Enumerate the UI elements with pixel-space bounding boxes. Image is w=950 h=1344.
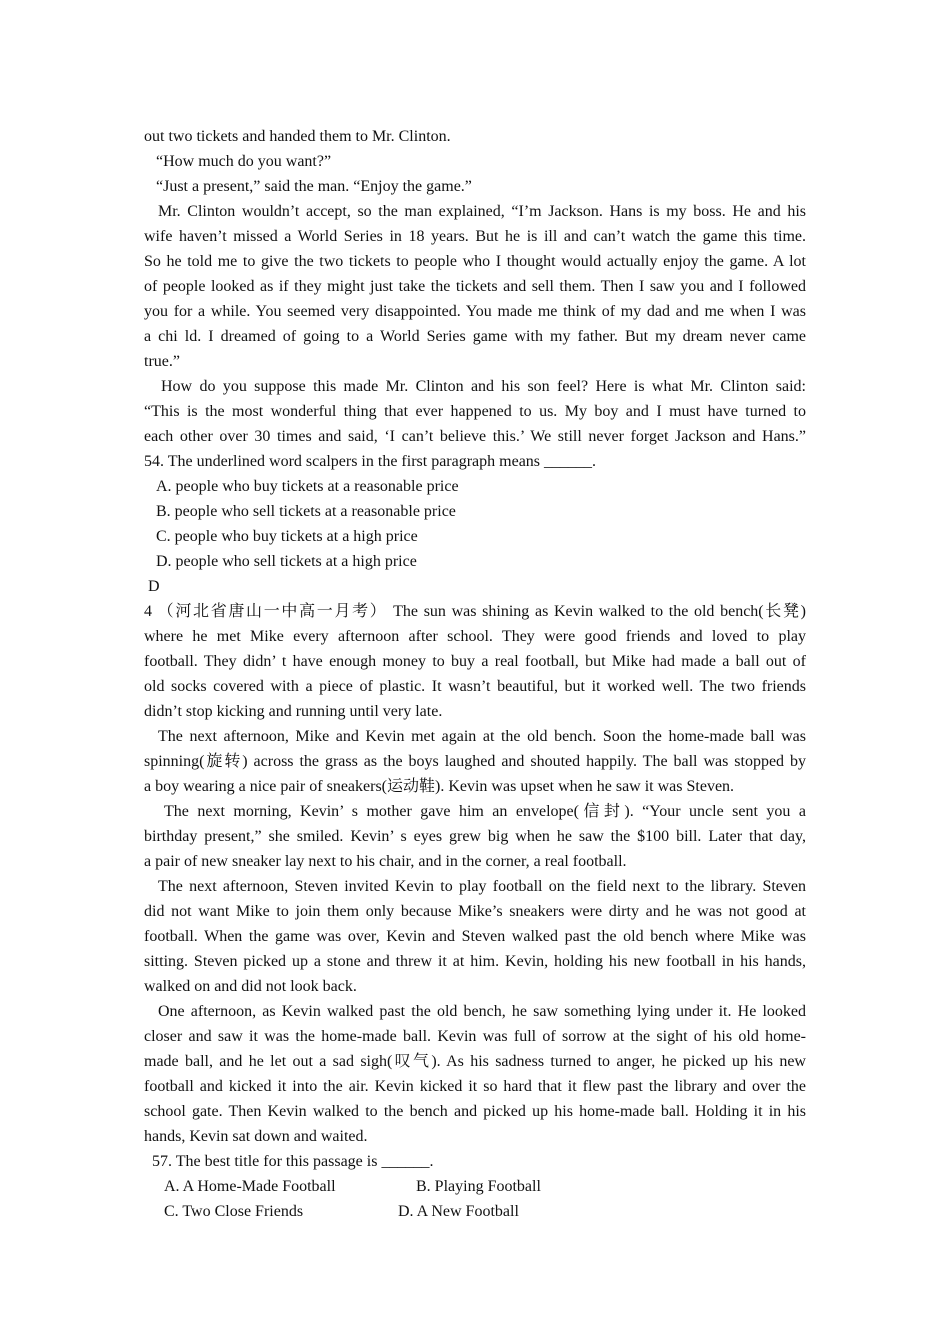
passage2-line: spinning(旋转) across the grass as the boys laughed and shouted happily. The ball was stopped by bbox=[144, 753, 806, 770]
answer-54: D bbox=[148, 578, 160, 595]
question-57: 57. The best title for this passage is ______. bbox=[152, 1153, 434, 1170]
passage2-line: football. They didn’ t have enough money to buy a real football, but Mike had made a ball out of bbox=[144, 653, 806, 670]
passage1-line: wife haven’t missed a World Series in 18 years. But he is ill and can’t watch the game this time. bbox=[144, 228, 806, 245]
passage2-line: One afternoon, as Kevin walked past the old bench, he saw something lying under it. He looked bbox=[158, 1003, 806, 1020]
passage2-line: hands, Kevin sat down and waited. bbox=[144, 1128, 368, 1145]
passage1-line: So he told me to give the two tickets to people who I thought would actually enjoy the game. A lot bbox=[144, 253, 806, 270]
passage1-line: a chi ld. I dreamed of going to a World Series game with my father. But my dream never came bbox=[144, 328, 806, 345]
option-57-a: A. A Home-Made Football bbox=[164, 1178, 336, 1195]
passage2-line: where he met Mike every afternoon after school. They were good friends and loved to play bbox=[144, 628, 806, 645]
passage2-line: walked on and did not look back. bbox=[144, 978, 357, 995]
passage2-line: football. When the game was over, Kevin and Steven walked past the old bench where Mike was bbox=[144, 928, 806, 945]
passage2-line: closer and saw it was the home-made ball. Kevin was full of sorrow at the sight of his old home- bbox=[144, 1028, 806, 1045]
option-57-d: D. A New Football bbox=[398, 1203, 519, 1220]
passage2-line: 4 （河北省唐山一中高一月考） The sun was shining as Kevin walked to the old bench(长凳) bbox=[144, 603, 806, 620]
passage1-line: “How much do you want?” bbox=[156, 153, 332, 170]
question-54: 54. The underlined word scalpers in the first paragraph means ______. bbox=[144, 453, 597, 470]
passage2-line: The next afternoon, Steven invited Kevin to play football on the field next to the library. Steven bbox=[158, 878, 806, 895]
passage1-line: “Just a present,” said the man. “Enjoy the game.” bbox=[156, 178, 472, 195]
passage2-line: did not want Mike to join them only because Mike’s sneakers were dirty and he was not good at bbox=[144, 903, 806, 920]
document-page bbox=[144, 124, 806, 1224]
passage2-line: The next morning, Kevin’ s mother gave him an envelope(信封). “Your uncle sent you a bbox=[164, 803, 806, 820]
passage1-line: How do you suppose this made Mr. Clinton and his son feel? Here is what Mr. Clinton said: bbox=[161, 378, 806, 395]
options-row-57-cd bbox=[144, 1199, 806, 1224]
passage2-line: a boy wearing a nice pair of sneakers(运动鞋). Kevin was upset when he saw it was Steven. bbox=[144, 778, 735, 795]
option-54-b: B. people who sell tickets at a reasonable price bbox=[156, 503, 456, 520]
option-54-a: A. people who buy tickets at a reasonable price bbox=[156, 478, 459, 495]
passage1-line: each other over 30 times and said, ‘I can’t believe this.’ We still never forget Jackson and Hans.” bbox=[144, 428, 806, 445]
passage1-line: true.” bbox=[144, 353, 180, 370]
passage1-line: of people looked as if they might just take the tickets and sell them. Then I saw you and I followed bbox=[144, 278, 806, 295]
options-row-57-ab bbox=[144, 1174, 806, 1199]
passage2-line: sitting. Steven picked up a stone and threw it at him. Kevin, holding his new football in his hands, bbox=[144, 953, 806, 970]
passage2-line: made ball, and he let out a sad sigh(叹气). As his sadness turned to anger, he picked up his new bbox=[144, 1053, 806, 1070]
option-57-c: C. Two Close Friends bbox=[164, 1203, 304, 1220]
passage1-line: “This is the most wonderful thing that ever happened to us. My boy and I must have turned to bbox=[144, 403, 806, 420]
passage1-line: you for a while. You seemed very disappointed. You made me think of my dad and me when I was bbox=[144, 303, 806, 320]
passage1-line: Mr. Clinton wouldn’t accept, so the man explained, “I’m Jackson. Hans is my boss. He and his bbox=[158, 203, 806, 220]
passage2-line: a pair of new sneaker lay next to his chair, and in the corner, a real football. bbox=[144, 853, 627, 870]
passage2-line: old socks covered with a piece of plastic. It wasn’t beautiful, but it worked well. The two friends bbox=[144, 678, 806, 695]
passage2-line: football and kicked it into the air. Kevin kicked it so hard that it flew past the library and over the bbox=[144, 1078, 806, 1095]
passage2-line: didn’t stop kicking and running until very late. bbox=[144, 703, 443, 720]
passage2-line: school gate. Then Kevin walked to the bench and picked up his home-made ball. Holding it in his bbox=[144, 1103, 806, 1120]
option-54-c: C. people who buy tickets at a high price bbox=[156, 528, 418, 545]
passage2-line: The next afternoon, Mike and Kevin met again at the old bench. Soon the home-made ball was bbox=[158, 728, 806, 745]
option-54-d: D. people who sell tickets at a high price bbox=[156, 553, 417, 570]
passage1-line: out two tickets and handed them to Mr. Clinton. bbox=[144, 128, 451, 145]
option-57-b: B. Playing Football bbox=[416, 1178, 541, 1195]
passage2-line: birthday present,” she smiled. Kevin’ s eyes grew big when he saw the $100 bill. Later that day, bbox=[144, 828, 806, 845]
